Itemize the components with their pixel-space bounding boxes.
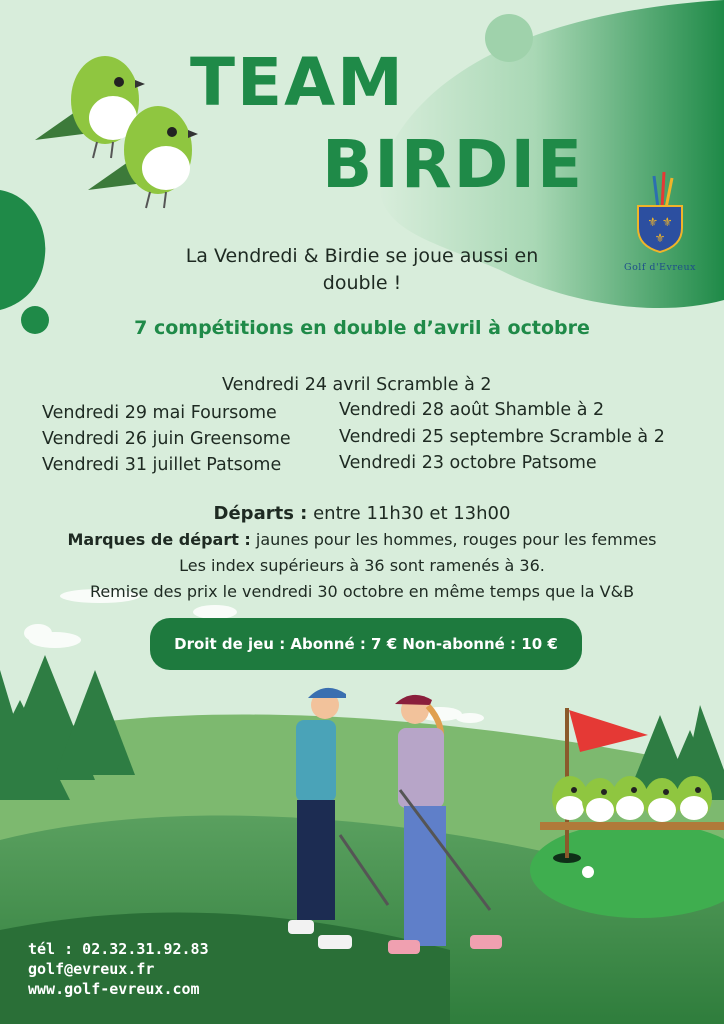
event-left-3: Vendredi 31 juillet Patsome — [42, 455, 282, 475]
contact-website[interactable]: www.golf-evreux.com — [28, 980, 200, 998]
contact-email[interactable]: golf@evreux.fr — [28, 960, 155, 978]
intro-line2: double ! — [322, 272, 402, 294]
prize-note: Remise des prix le vendredi 30 octobre en même temps que la V&B — [89, 582, 635, 601]
small-birds — [552, 776, 712, 822]
svg-text:⚜ ⚜: ⚜ ⚜ — [647, 215, 673, 229]
logo-caption: Golf d'Evreux — [623, 262, 697, 273]
intro-line1: La Vendredi & Birdie se joue aussi en — [185, 245, 539, 267]
departs-label: Départs : — [213, 503, 308, 524]
svg-text:⚜: ⚜ — [654, 231, 666, 245]
contact-phone[interactable]: tél : 02.32.31.92.83 — [28, 940, 209, 958]
golf-ball — [582, 866, 594, 878]
event-right-1: Vendredi 28 août Shamble à 2 — [339, 400, 605, 420]
subtitle: 7 compétitions en double d’avril à octobre — [134, 317, 590, 339]
event-left-2: Vendredi 26 juin Greensome — [42, 429, 291, 449]
title-line2: BIRDIE — [322, 126, 585, 203]
departs-line — [0, 503, 724, 524]
event-top: Vendredi 24 avril Scramble à 2 — [222, 375, 492, 395]
fee-badge: Droit de jeu : Abonné : 7 € Non-abonné : 10 € — [150, 618, 582, 670]
index-note: Les index supérieurs à 36 sont ramenés à 36. — [179, 556, 545, 575]
marques-value: jaunes pour les hommes, rouges pour les femmes — [250, 530, 657, 549]
event-right-2: Vendredi 25 septembre Scramble à 2 — [339, 427, 665, 447]
departs-value: entre 11h30 et 13h00 — [307, 503, 511, 524]
deco-circle — [485, 14, 533, 62]
title-line1: TEAM — [190, 44, 405, 121]
flag — [569, 710, 648, 752]
marques-label: Marques de départ : — [67, 530, 251, 549]
event-left-1: Vendredi 29 mai Foursome — [42, 403, 277, 423]
birds-illustration — [35, 56, 198, 208]
wood-plank — [540, 822, 724, 830]
event-right-3: Vendredi 23 octobre Patsome — [339, 453, 597, 473]
marques-line — [0, 530, 724, 549]
